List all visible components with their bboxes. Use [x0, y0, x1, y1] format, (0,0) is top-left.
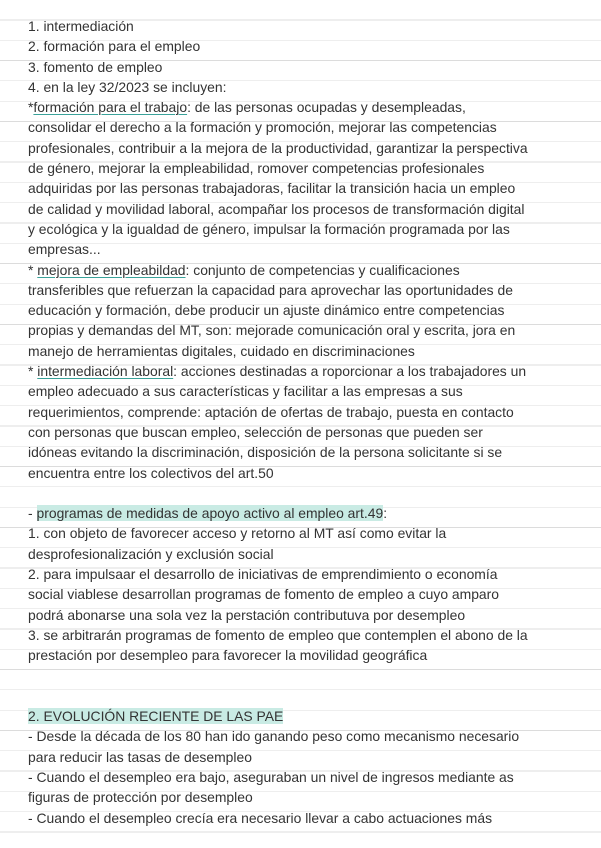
highlighted-text: 2. EVOLUCIÓN RECIENTE DE LAS PAE — [28, 708, 284, 725]
note-line: empleo adecuado a sus características y facilitar a las empresas a sus — [28, 383, 463, 400]
note-line: - Cuando el desempleo era bajo, aseguraban un nivel de ingresos mediante as — [28, 768, 514, 785]
note-line: transferibles que refuerzan la capacidad para aprovechar las oportunidades de — [28, 281, 513, 298]
note-line: consolidar el derecho a la formación y promoción, mejorar las competencias — [28, 119, 497, 136]
term-definition-line — [28, 97, 594, 117]
blank-line — [28, 666, 594, 686]
note-line: figuras de protección por desempleo — [28, 789, 253, 806]
note-line: podrá abonarse una sola vez la perstación contributuva por desempleo — [28, 606, 466, 623]
line-prefix: - — [28, 505, 37, 522]
note-line: de calidad y movilidad laboral, acompañar los procesos de transformación digital — [28, 200, 525, 217]
note-line: 1. intermediación — [28, 18, 134, 34]
underlined-term: formación para el trabajo — [33, 99, 188, 116]
term-definition-line — [28, 361, 594, 381]
note-line: encuentra entre los colectivos del art.50 — [28, 464, 274, 481]
line-prefix: * — [28, 363, 38, 380]
line-rest: : conjunto de competencias y cualificaciones — [185, 261, 460, 278]
note-line: con personas que buscan empleo, selección de personas que pueden ser — [28, 423, 483, 440]
note-line: requerimientos, comprende: aptación de ofertas de trabajo, puesta en contacto — [28, 403, 514, 420]
note-line: 3. fomento de empleo — [28, 58, 163, 75]
note-line: idóneas evitando la discriminación, disposición de la persona solicitante si se — [28, 444, 503, 461]
note-line: social viablese desarrollan programas de fomento de empleo a cuyo amparo — [28, 586, 499, 603]
note-line: prestación por desempleo para favorecer la movilidad geográfica — [28, 647, 428, 664]
line-rest: : de las personas ocupadas y desempleadas, — [187, 99, 466, 116]
blank-line — [28, 686, 594, 706]
note-line: 1. con objeto de favorecer acceso y retorno al MT así como evitar la — [28, 525, 447, 542]
note-line: y ecológica y la igualdad de género, impulsar la formación programada por las — [28, 220, 510, 237]
note-body — [28, 16, 594, 828]
note-line: educación y formación, debe producir un ajuste dinámico entre competencias — [28, 302, 505, 319]
note-line: 3. se arbitrarán programas de fomento de empleo que contemplen el abono de la — [28, 626, 528, 643]
line-prefix: * — [28, 99, 34, 116]
note-line: propias y demandas del MT, son: mejorade comunicación oral y escrita, jora en — [28, 322, 516, 339]
underlined-term: intermediación laboral — [37, 363, 174, 380]
highlighted-line — [28, 706, 594, 726]
note-line: manejo de herramientas digitales, cuidado en discriminaciones — [28, 342, 415, 359]
blank-line — [28, 483, 594, 503]
note-line: 4. en la ley 32/2023 se incluyen: — [28, 78, 227, 95]
note-line: profesionales, contribuir a la mejora de la productividad, garantizar la perspectiva — [28, 139, 528, 156]
highlighted-line — [28, 503, 594, 523]
line-prefix: * — [28, 261, 38, 278]
note-line: adquiridas por las personas trabajadoras, facilitar la transición hacia un empleo — [28, 180, 516, 197]
note-line: empresas... — [28, 241, 101, 258]
term-definition-line — [28, 260, 594, 280]
note-line: 2. formación para el empleo — [28, 38, 201, 55]
note-line: 2. para impulsaar el desarrollo de iniciativas de emprendimiento o economía — [28, 566, 498, 583]
underlined-term: mejora de empleabildad — [37, 261, 186, 278]
line-rest: : acciones destinadas a roporcionar a los trabajadores un — [173, 363, 527, 380]
line-rest: : — [383, 505, 388, 522]
note-line: desprofesionalización y exclusión social — [28, 545, 274, 562]
note-line: de género, mejorar la empleabilidad, romover competencias profesionales — [28, 160, 485, 177]
note-line: - Cuando el desempleo crecía era necesario llevar a cabo actuaciones más — [28, 809, 493, 826]
note-line: para reducir las tasas de desempleo — [28, 748, 252, 765]
note-line: - Desde la década de los 80 han ido ganando peso como mecanismo necesario — [28, 728, 520, 745]
highlighted-text: programas de medidas de apoyo activo al empleo art.49 — [36, 505, 384, 522]
